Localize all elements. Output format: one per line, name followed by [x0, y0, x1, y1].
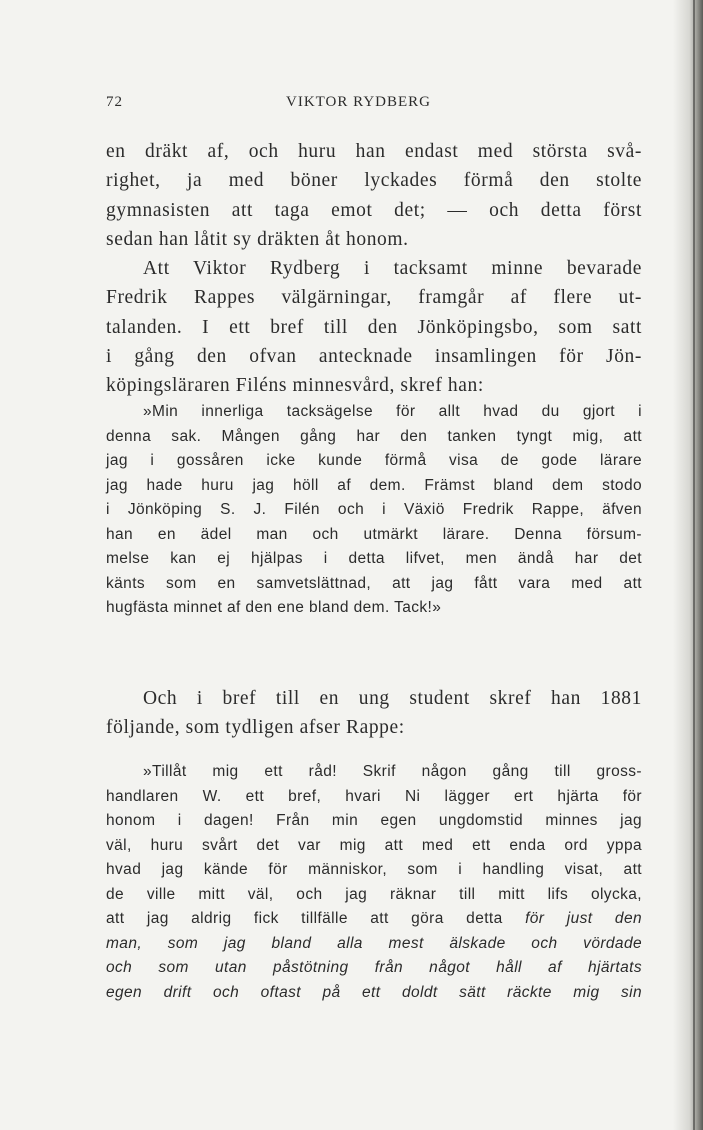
quote-line: hvad jag kände för människor, som i handling visat, att: [106, 861, 642, 878]
quote-block-2: [106, 760, 642, 1005]
text-line: Fredrik Rappes välgärningar, framgår af flere ut-: [106, 287, 642, 309]
quote-line: hugfästa minnet af den ene bland dem. Tack!»: [106, 599, 442, 616]
page-number: 72: [106, 94, 123, 110]
quote-line-italic: egen drift och oftast på ett doldt sätt räckte mig sin: [106, 983, 642, 1001]
page-header: [106, 94, 636, 116]
text-line: talanden. I ett bref till den Jönköpingsbo, som satt: [106, 316, 642, 338]
quote-line: i Jönköping S. J. Filén och i Växiö Fredrik Rappe, äfven: [106, 501, 642, 518]
quote-line: de ville mitt väl, och jag räknar till mitt lifs olycka,: [106, 885, 642, 903]
page-edge-shadow: [673, 0, 703, 1130]
text-line: Och i bref till en ung student skref han 1881: [143, 688, 642, 709]
text-line: Att Viktor Rydberg i tacksamt minne bevarade: [143, 258, 642, 280]
quote-line: melse kan ej hjälpas i detta lifvet, men ändå har det: [106, 550, 642, 567]
body-paragraph-1: [106, 137, 642, 401]
quote-line: jag hade huru jag höll af dem. Främst bland dem stodo: [106, 476, 642, 494]
text-line: köpingsläraren Filéns minnesvård, skref han:: [106, 375, 484, 397]
text-line: righet, ja med böner lyckades förmå den stolte: [106, 170, 642, 192]
quote-line-italic: och som utan påstötning från något håll af hjärtats: [106, 959, 642, 976]
quote-line: känts som en samvetslättnad, att jag fått vara med att: [106, 574, 642, 592]
roman-text: att jag aldrig fick tillfälle att göra detta: [106, 910, 526, 927]
quote-line: han en ädel man och utmärkt lärare. Denna försum-: [106, 525, 642, 543]
text-line: en dräkt af, och huru han endast med största svå-: [106, 141, 642, 162]
quote-line: handlaren W. ett bref, hvari Ni lägger ert hjärta för: [106, 787, 642, 805]
quote-line: »Tillåt mig ett råd! Skrif någon gång till gross-: [143, 763, 642, 780]
quote-block-1: [106, 400, 642, 621]
italic-text: för just den: [525, 910, 642, 927]
quote-line: honom i dagen! Från min egen ungdomstid minnes jag: [106, 812, 642, 829]
text-line: sedan han låtit sy dräkten åt honom.: [106, 228, 409, 250]
text-line: följande, som tydligen afser Rappe:: [106, 717, 405, 739]
text-line: gymnasisten att taga emot det; — och detta först: [106, 199, 642, 221]
page-edge-line: [693, 0, 695, 1130]
quote-line: »Min innerliga tacksägelse för allt hvad du gjort i: [143, 403, 642, 420]
running-title: VIKTOR RYDBERG: [286, 94, 431, 110]
quote-line: väl, huru svårt det var mig att med ett enda ord yppa: [106, 836, 642, 854]
quote-line-italic: man, som jag bland alla mest älskade och vördade: [106, 934, 642, 952]
body-paragraph-2: [106, 684, 642, 743]
text-line: i gång den ofvan antecknade insamlingen för Jön-: [106, 346, 642, 368]
quote-line: jag i gossåren icke kunde förmå visa de gode lärare: [106, 452, 642, 469]
quote-line-mixed: [106, 907, 642, 932]
quote-line: denna sak. Mången gång har den tanken tyngt mig, att: [106, 427, 642, 445]
